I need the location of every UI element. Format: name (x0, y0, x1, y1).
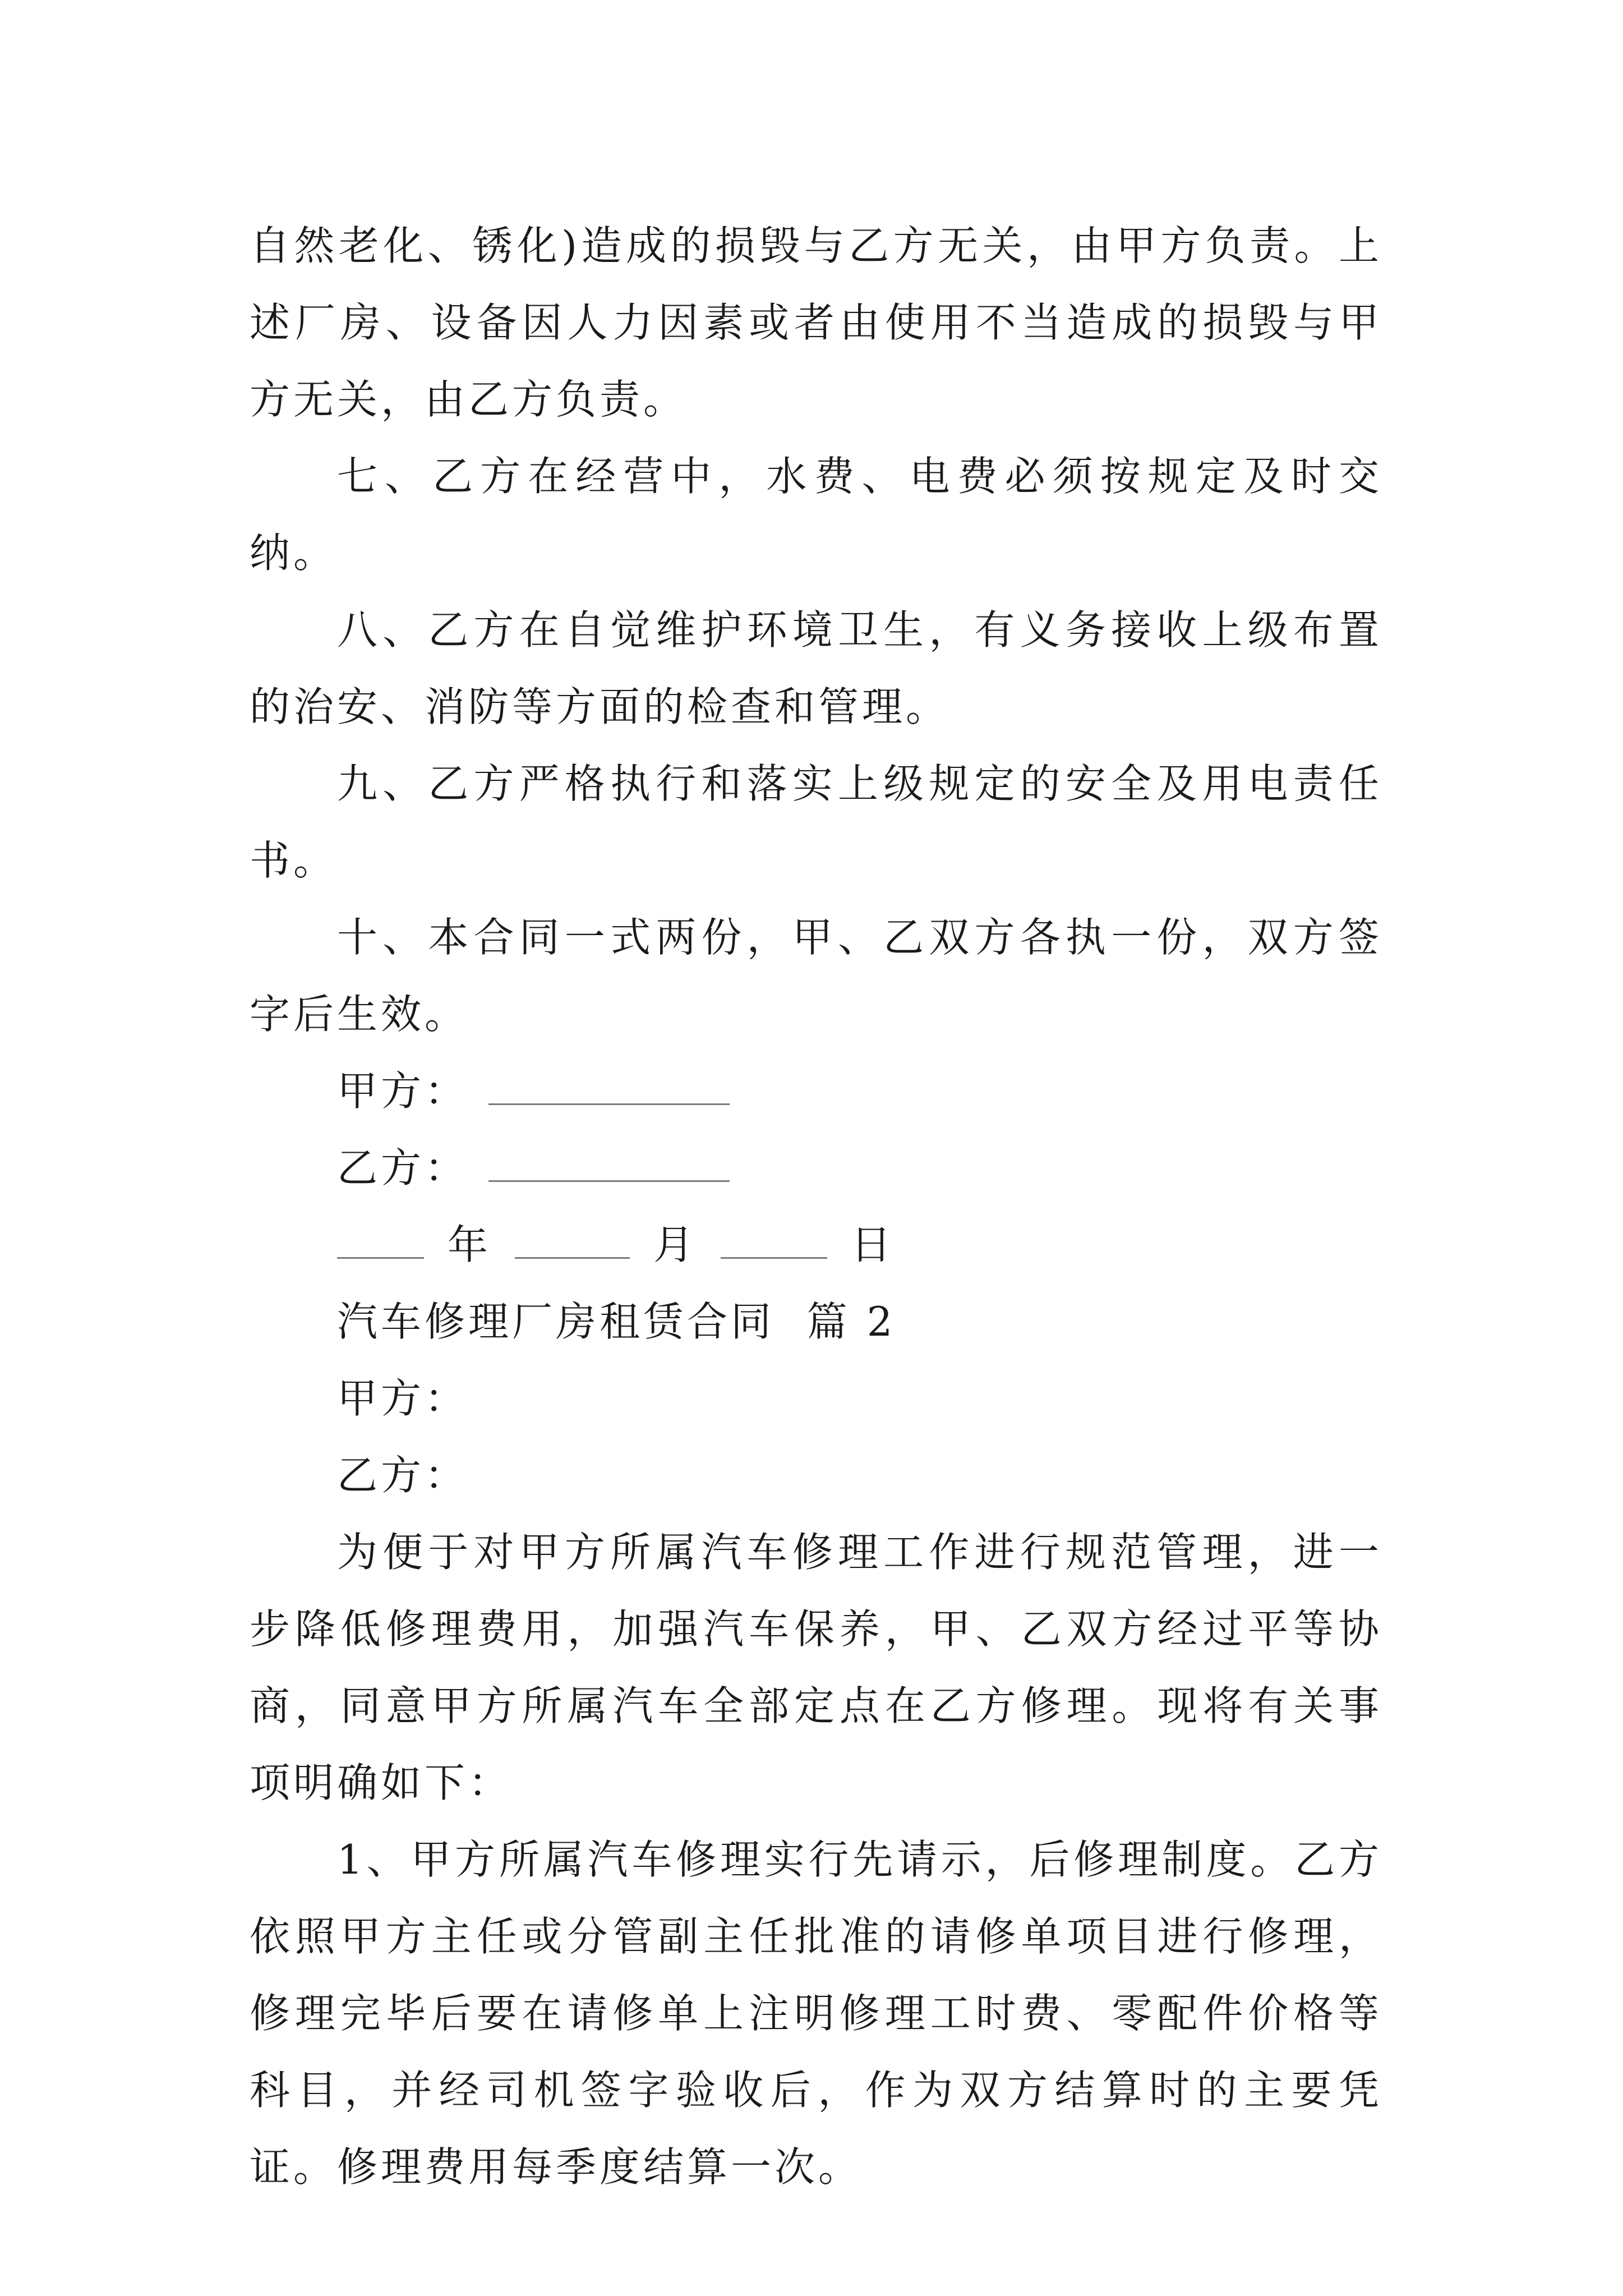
year-label: 年 (448, 1221, 492, 1268)
section2-party-a: 甲方： (337, 1375, 469, 1422)
party-b-label: 乙方： (337, 1144, 469, 1191)
section2-item-1: 1、甲方所属汽车修理实行先请示，后修理制度。乙方依照甲方主任或分管副主任批准的请修单项目进行修理，修理完毕后要在请修单上注明修理工时费、零配件价格等科目，并经司机签字验收后，作为双方结算时的主要凭证。修理费用每季度结算一次。 (250, 1836, 1382, 2191)
clause-7: 七、乙方在经营中，水费、电费必须按规定及时交纳。 (250, 453, 1382, 577)
section2-party-b: 乙方： (337, 1452, 469, 1499)
day-blank (721, 1223, 827, 1259)
clause-8: 八、乙方在自觉维护环境卫生，有义务接收上级布置的治安、消防等方面的检查和管理。 (250, 606, 1382, 730)
party-b-signature (250, 1130, 1382, 1207)
clause-9: 九、乙方严格执行和落实上级规定的安全及用电责任书。 (250, 760, 1382, 884)
party-a-signature (250, 1053, 1382, 1130)
party-b-blank (488, 1147, 730, 1182)
signing-date (250, 1207, 1382, 1283)
paragraph-continuation: 自然老化、锈化)造成的损毁与乙方无关，由甲方负责。上述厂房、设备因人力因素或者由使用不当造成的损毁与甲方无关，由乙方负责。 (250, 222, 1382, 423)
month-label: 月 (653, 1221, 698, 1268)
month-blank (515, 1223, 630, 1259)
section2-title: 汽车修理厂房租赁合同 篇 2 (337, 1298, 896, 1345)
section2-intro: 为便于对甲方所属汽车修理工作进行规范管理，进一步降低修理费用，加强汽车保养，甲、乙双方经过平等协商，同意甲方所属汽车全部定点在乙方修理。现将有关事项明确如下： (250, 1529, 1382, 1806)
party-a-label: 甲方： (337, 1068, 469, 1115)
party-a-blank (488, 1070, 730, 1105)
day-label: 日 (851, 1221, 895, 1268)
document-body (250, 208, 1382, 2206)
year-blank (337, 1223, 424, 1259)
clause-10: 十、本合同一式两份，甲、乙双方各执一份，双方签字后生效。 (250, 914, 1382, 1038)
